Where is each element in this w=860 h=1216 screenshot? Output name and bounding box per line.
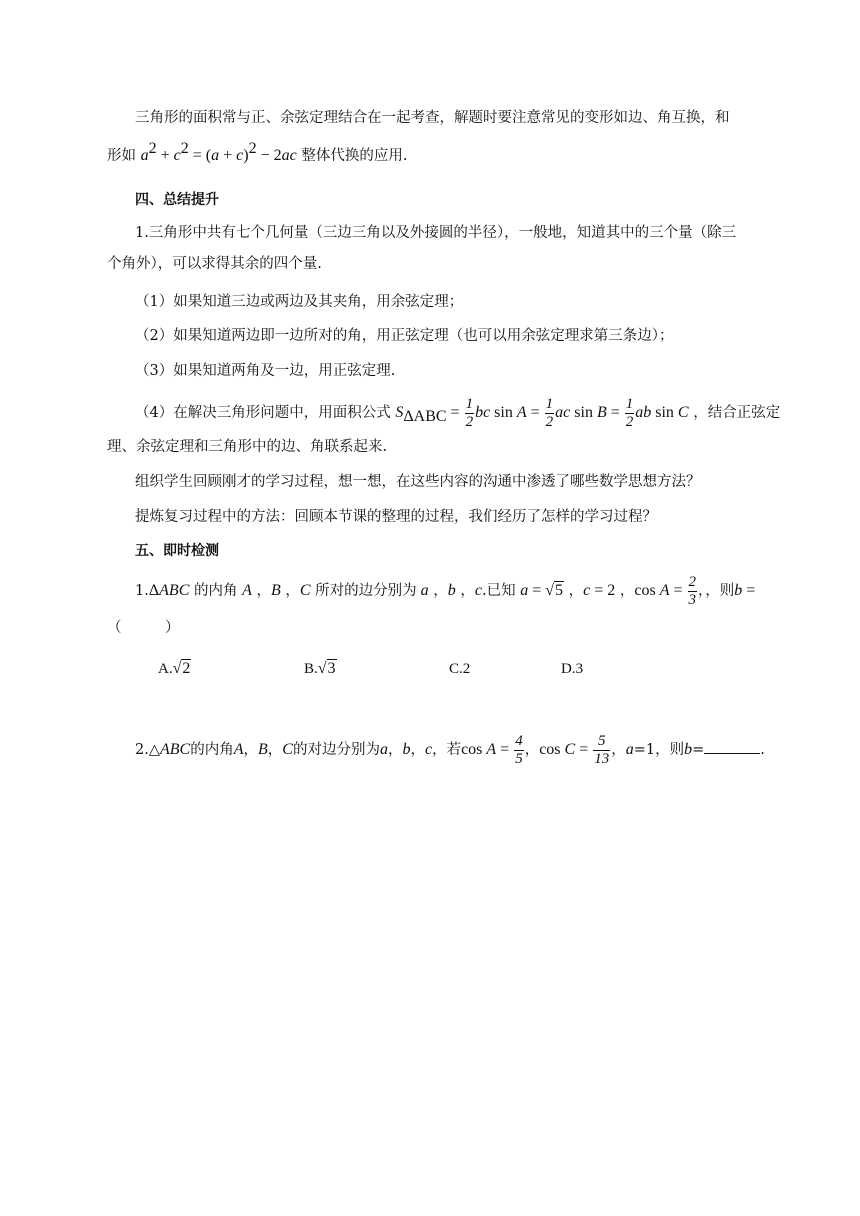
sub4-prefix: （4）在解决三角形问题中，用面积公式	[135, 405, 391, 422]
q1-option-b-label: B.	[304, 661, 318, 677]
sqrt-two: √2	[172, 660, 191, 677]
q1-triangle: ΔABC	[148, 582, 190, 600]
q1-angles: A	[242, 582, 252, 600]
question1-line1: 1.ΔABC 的内角 A ，B ，C 所对的边分别为 a ，b ，c.已知 a = √5 ，c = 2 ，cos A = $\frac{2}{3}$ ，，则b =	[135, 574, 756, 608]
section4-sub4-line2: 理、余弦定理和三角形中的边、角联系起来.	[107, 439, 388, 455]
intro-text-2-suffix: 整体代换的应用.	[301, 148, 408, 164]
q2-b: b	[684, 741, 693, 759]
fraction-four-fifths: $\frac{4}{5}$	[515, 733, 523, 767]
q2-cos-c: cos C = $\frac{5}{13}$	[539, 733, 610, 767]
q1-sides: a	[416, 582, 429, 600]
q1-given-c: c = 2	[583, 582, 616, 600]
q2-sides: a	[379, 741, 388, 759]
q1-option-c: C.2	[449, 661, 471, 677]
q2-text-4: =1，则	[633, 742, 685, 759]
section4-sub4-line1	[135, 396, 780, 431]
q1-ask-b: b =	[734, 582, 756, 600]
q1-option-d: D.3	[561, 661, 584, 677]
reflect-paragraph: 组织学生回顾刚才的学习过程，想一想，在这些内容的沟通中渗透了哪些数学思想方法？	[135, 474, 701, 490]
section4-item1-line2: 个角外），可以求得其余的四个量.	[107, 256, 322, 272]
identity-formula: $a^2 + c^2 = (a + c)^2 - 2ac$	[140, 140, 297, 164]
method-paragraph: 提炼复习过程中的方法：回顾本节课的整理的过程，我们经历了怎样的学习过程？	[135, 509, 657, 525]
intro-text-1: 三角形的面积常与正、余弦定理结合在一起考查，解题时要注意常见的变形如边、角互换，和	[135, 110, 730, 126]
section4-sub3: （3）如果知道两角及一边，用正弦定理.	[135, 363, 396, 379]
section5-heading: 五、即时检测	[135, 543, 219, 559]
area-formula: $S_{\Delta ABC}$ = $\frac{1}{2}$ bc sin A = $\frac{1}{2}$ ac sin B = $\frac{1}{2}$ ab sin C	[395, 396, 689, 430]
q2-angles: A	[233, 741, 244, 759]
fraction-two-thirds: $\frac{2}{3}$	[688, 574, 696, 608]
q1-option-a	[158, 659, 191, 679]
section4-heading: 四、总结提升	[135, 192, 219, 208]
q1-option-a-label: A.	[158, 661, 173, 677]
q2-text-5: =	[692, 742, 705, 759]
q1-number: 1.	[135, 583, 149, 600]
question2-line: 2.△ABC的内角A，B，C的对边分别为a，b，c，若cos A = $\frac{4}{5}$ ，cos C = $\frac{5}{13}$ ，a=1，则b= .	[135, 733, 765, 767]
q1-option-b	[304, 659, 337, 679]
q1-text-4: .已知	[481, 583, 516, 600]
fraction-half-1: $\frac{1}{2}$	[465, 396, 474, 430]
fraction-half-3: $\frac{1}{2}$	[625, 396, 634, 430]
q2-triangle: ABC	[160, 741, 191, 759]
sub4-suffix: ，结合正弦定	[693, 405, 781, 422]
q2-a: a	[625, 741, 634, 759]
q1-text-2: 的内角	[193, 583, 238, 600]
intro-paragraph-line2	[107, 140, 408, 166]
section4-item1-line1: 1.三角形中共有七个几何量（三边三角以及外接圆的半径），一般地，知道其中的三个量（除三	[135, 225, 737, 241]
fraction-half-2: $\frac{1}{2}$	[545, 396, 554, 430]
q2-text-2: 的对边分别为	[292, 742, 380, 759]
q2-text-3: ，若	[432, 742, 462, 759]
section4-sub2: （2）如果知道两边即一边所对的角，用正弦定理（也可以用余弦定理求第三条边）；	[135, 328, 674, 344]
question1-paren: （ ）	[107, 620, 180, 636]
q1-given-cos: cos A = $\frac{2}{3}$	[634, 574, 696, 608]
fraction-five-thirteenths: $\frac{5}{13}$	[594, 733, 610, 767]
q1-text-5: ，则	[705, 583, 735, 600]
q1-text-3: 所对的边分别为	[315, 583, 417, 600]
intro-text-2-prefix: 形如	[107, 148, 136, 164]
q2-text-1: 的内角	[190, 742, 234, 759]
intro-paragraph-line1	[135, 108, 730, 128]
sqrt-three: √3	[317, 660, 336, 677]
section4-sub1: （1）如果知道三边或两边及其夹角，用余弦定理；	[135, 294, 464, 310]
answer-blank[interactable]	[704, 739, 760, 754]
q2-cos-a: cos A = $\frac{4}{5}$	[461, 733, 523, 767]
q1-given-a: a = √5	[520, 582, 563, 600]
q2-prefix: 2.△	[135, 742, 160, 759]
